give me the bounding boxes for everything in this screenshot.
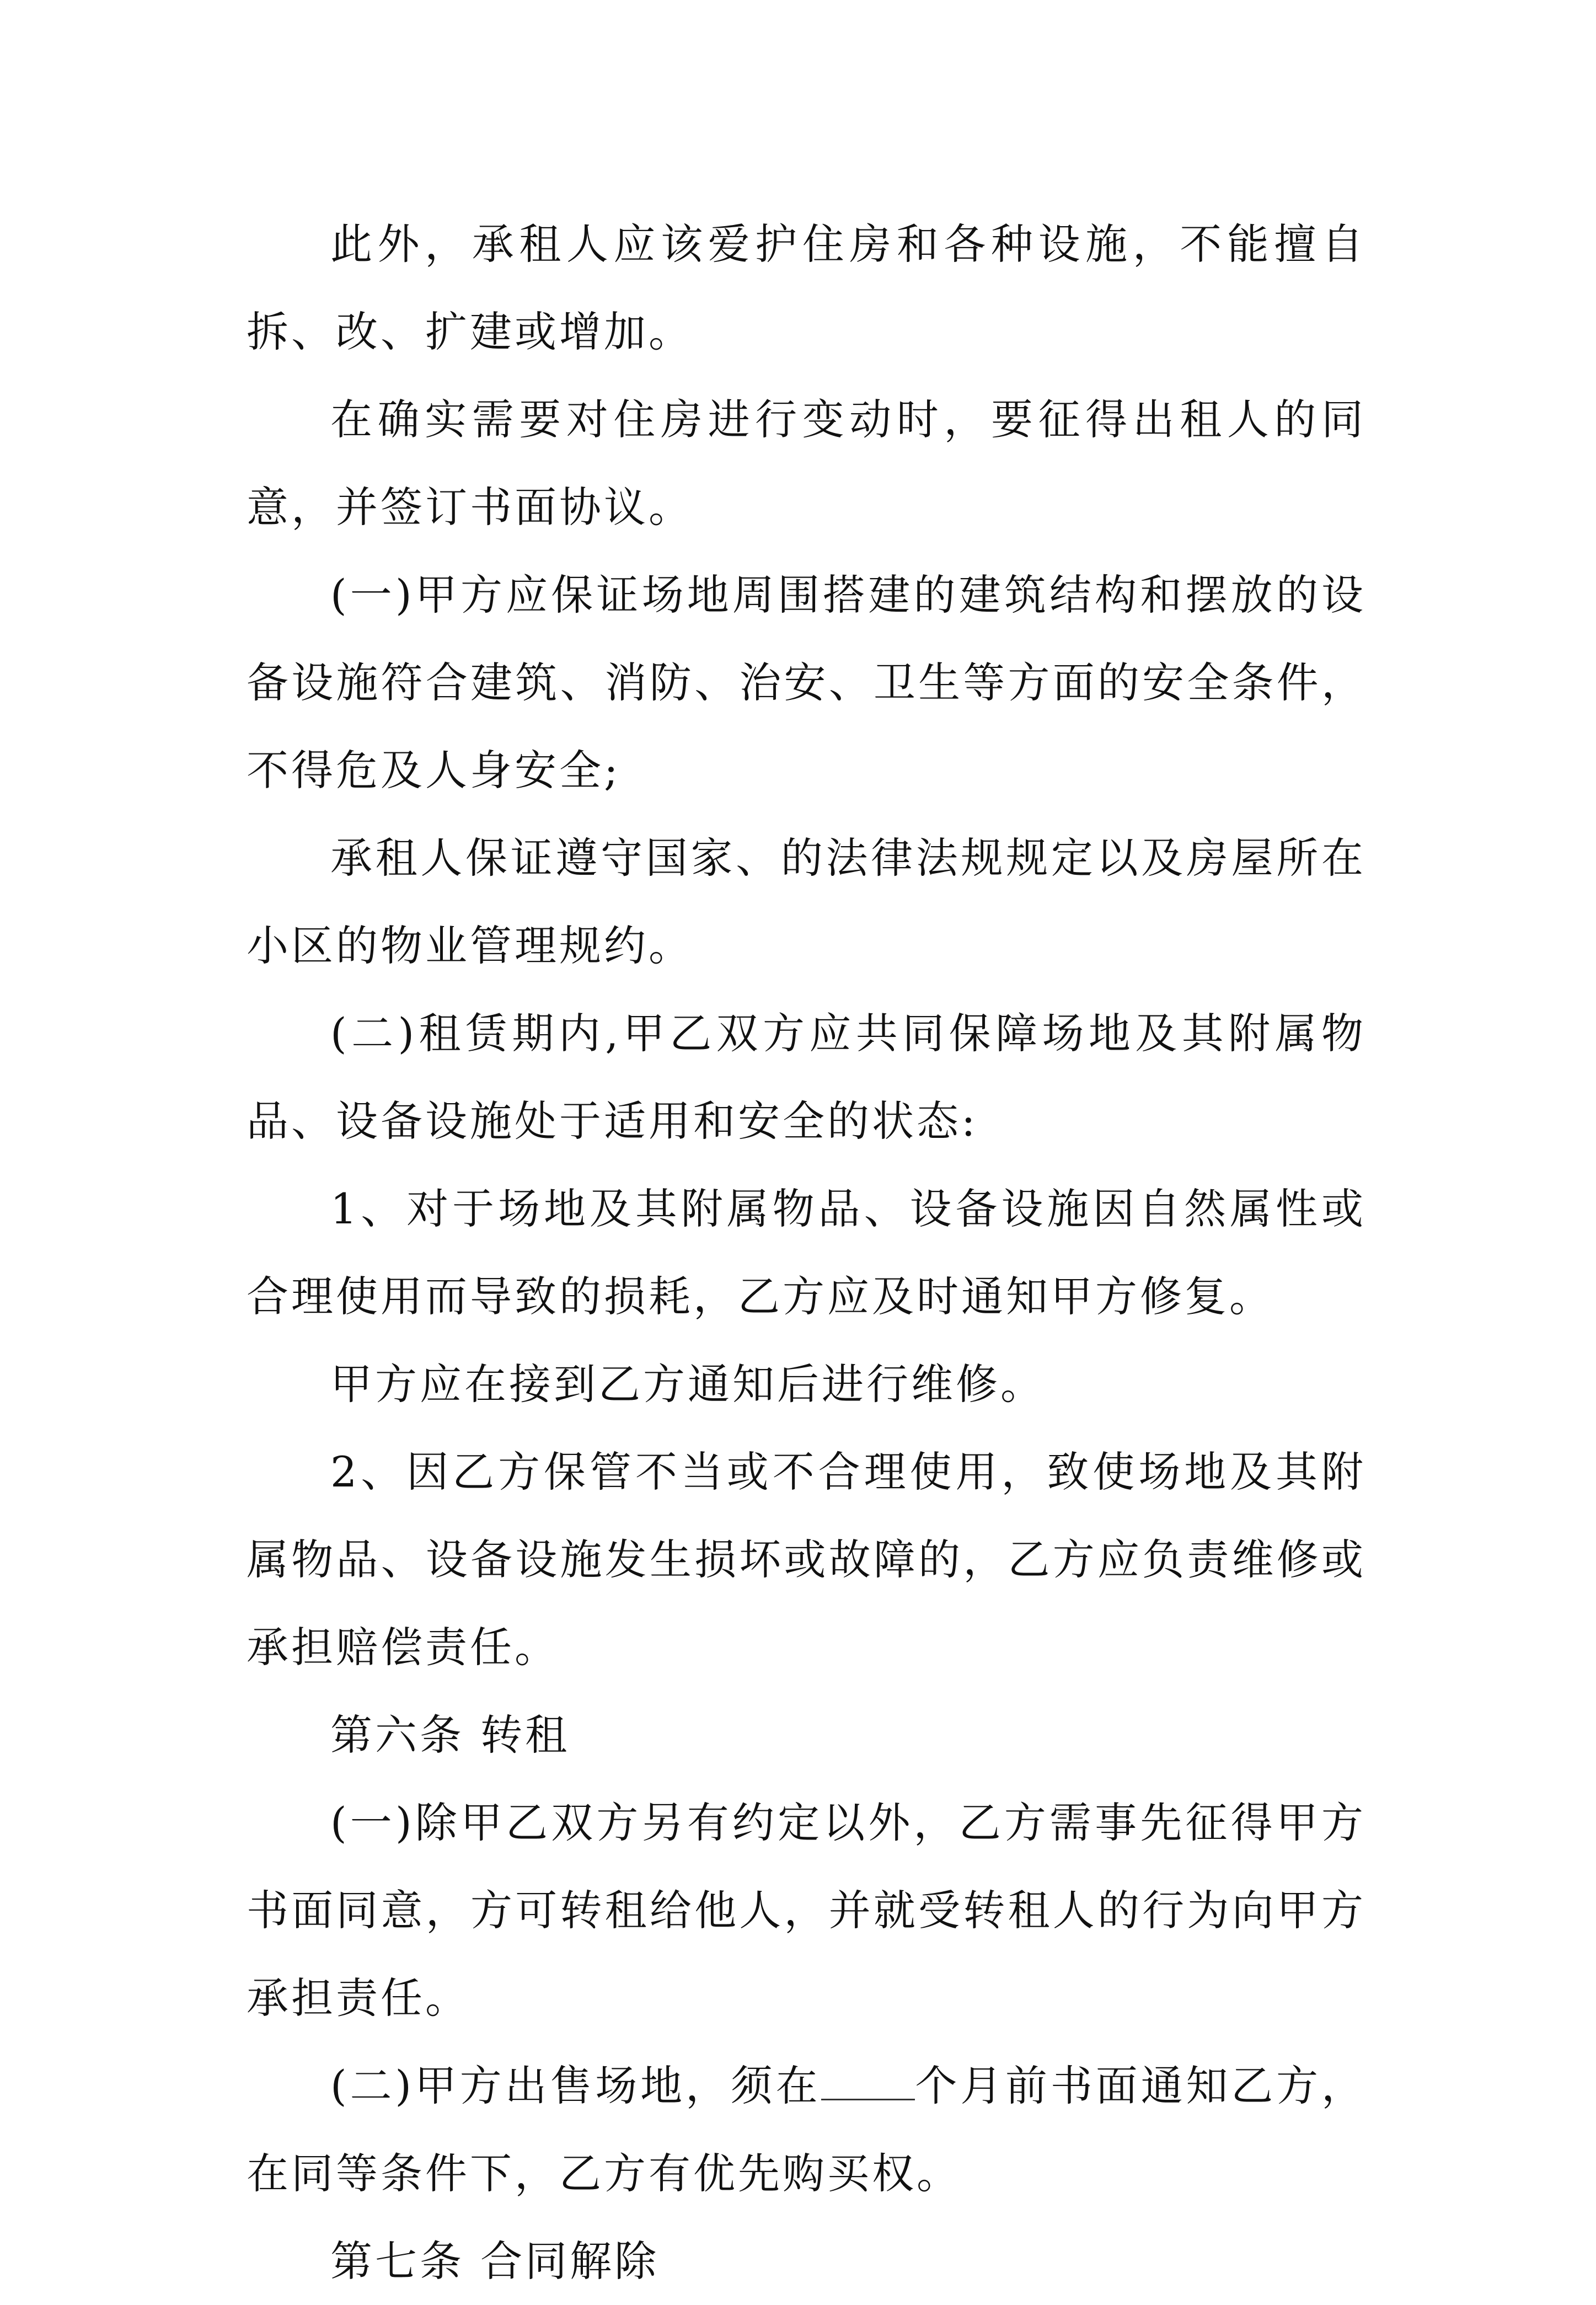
heading-article-seven-termination: 第七条 合同解除 [330,2237,660,2286]
paragraph-wear-repair: 1、对于场地及其附属物品、设备设施因自然属性或合理使用而导致的损耗，乙方应及时通知甲方修复。 [247,1184,1366,1321]
paragraph-landlord-repair: 甲方应在接到乙方通知后进行维修。 [330,1360,1045,1409]
sale-notice-text-start: (二)甲方出售场地，须在 [330,2061,821,2110]
paragraph-tenant-compliance: 承租人保证遵守国家、的法律法规规定以及房屋所在小区的物业管理规约。 [247,833,1366,970]
paragraph-alteration-consent: 在确实需要对住房进行变动时，要征得出租人的同意，并签订书面协议。 [247,395,1366,532]
paragraph-tenant-liability: 2、因乙方保管不当或不合理使用，致使场地及其附属物品、设备设施发生损坏或故障的，乙方应负责维修或承担赔偿责任。 [247,1447,1366,1672]
sale-notice-text-end: 个月前书面通知乙方，在同等条件下，乙方有优先购买权。 [247,2061,1366,2198]
paragraph-lease-period-safety: (二)租赁期内,甲乙双方应共同保障场地及其附属物品、设备设施处于适用和安全的状态: [247,1009,1366,1146]
paragraph-sale-notice [247,2042,1366,2217]
blank-line [821,2066,915,2100]
heading-article-six-sublease: 第六条 转租 [330,1710,570,1759]
document-body [247,200,1366,2305]
paragraph-tenant-care: 此外，承租人应该爱护住房和各种设施，不能擅自拆、改、扩建或增加。 [247,220,1366,356]
paragraph-sublease-consent: (一)除甲乙双方另有约定以外，乙方需事先征得甲方书面同意，方可转租给他人，并就受转租人的行为向甲方承担责任。 [247,1798,1366,2023]
paragraph-safety-conditions: (一)甲方应保证场地周围搭建的建筑结构和摆放的设备设施符合建筑、消防、治安、卫生等方面的安全条件，不得危及人身安全; [247,570,1366,795]
